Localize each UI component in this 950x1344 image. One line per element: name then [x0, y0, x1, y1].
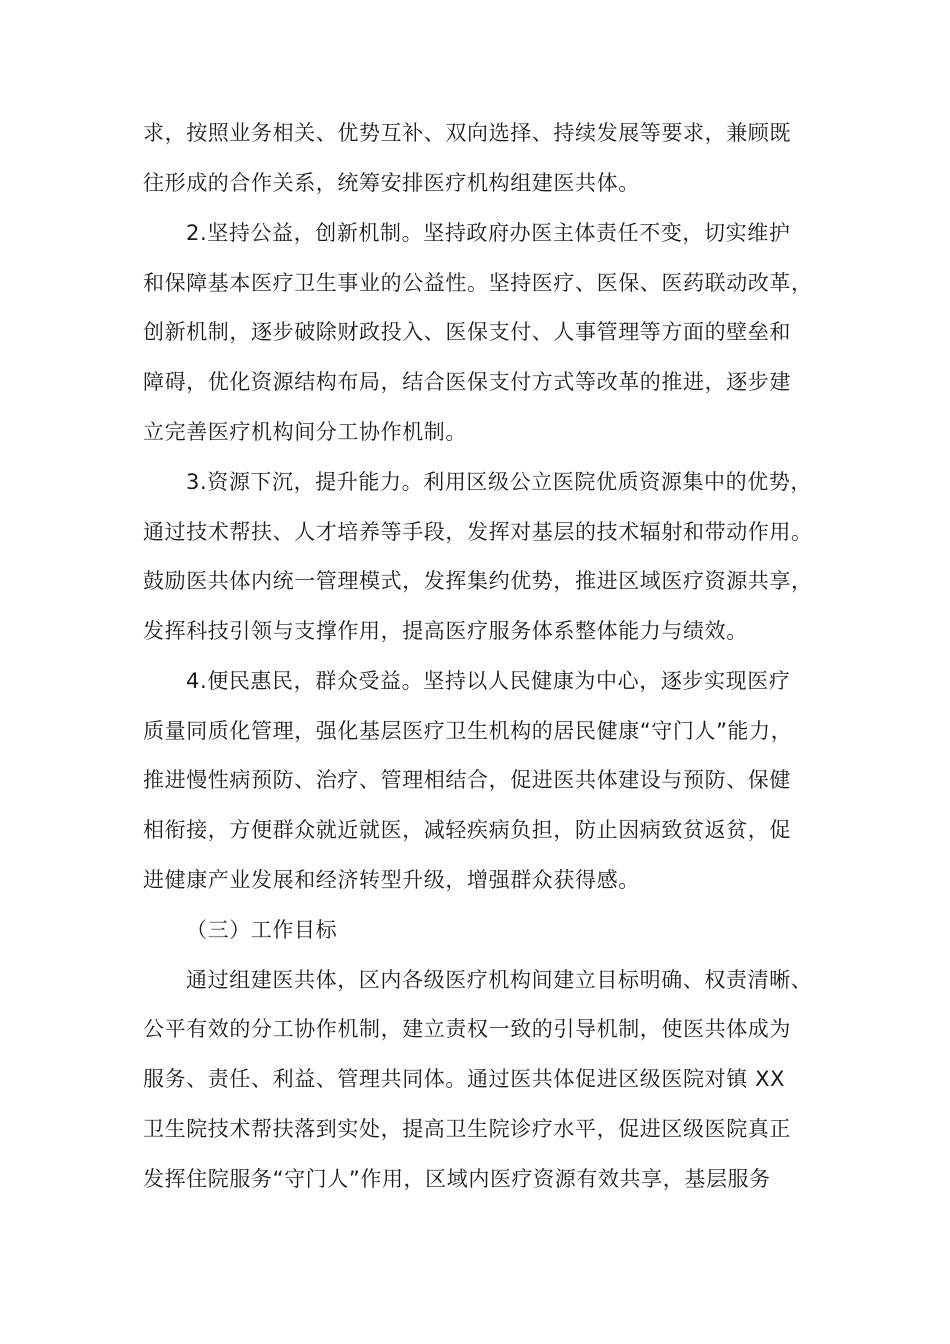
- paragraph-5-line-4: 卫生院技术帮扶落到实处，提高卫生院诊疗水平，促进区级医院真正: [143, 1117, 791, 1141]
- paragraph-5-line-1: 通过组建医共体，区内各级医疗机构间建立目标明确、权责清晰、: [186, 968, 813, 992]
- paragraph-2-line-3: 创新机制，逐步破除财政投入、医保支付、人事管理等方面的壁垒和: [143, 320, 791, 344]
- paragraph-4-line-2: 质量同质化管理，强化基层医疗卫生机构的居民健康“守门人”能力，: [143, 719, 793, 743]
- paragraph-3-line-3: 鼓励医共体内统一管理模式，发挥集约优势，推进区域医疗资源共享，: [143, 569, 813, 593]
- paragraph-5-line-3: 服务、责任、利益、管理共同体。通过医共体促进区级医院对镇 XX: [143, 1067, 786, 1091]
- paragraph-5-line-2: 公平有效的分工协作机制，建立责权一致的引导机制，使医共体成为: [143, 1017, 791, 1041]
- paragraph-2-line-4: 障碍，优化资源结构布局，结合医保支付方式等改革的推进，逐步建: [143, 370, 791, 394]
- paragraph-3-line-1: 3.资源下沉，提升能力。利用区级公立医院优质资源集中的优势，: [186, 470, 813, 494]
- paragraph-5-line-5: 发挥住院服务“守门人”作用，区域内医疗资源有效共享，基层服务: [143, 1167, 771, 1191]
- section-heading: （三）工作目标: [186, 918, 338, 942]
- paragraph-1-line-2: 往形成的合作关系，统筹安排医疗机构组建医共体。: [143, 171, 640, 195]
- paragraph-1-line-1: 求，按照业务相关、优势互补、双向选择、持续发展等要求，兼顾既: [143, 121, 791, 145]
- paragraph-3-line-4: 发挥科技引领与支撑作用，提高医疗服务体系整体能力与绩效。: [143, 619, 748, 643]
- paragraph-4-line-1: 4.便民惠民，群众受益。坚持以人民健康为中心，逐步实现医疗: [186, 669, 791, 693]
- paragraph-2-line-5: 立完善医疗机构间分工协作机制。: [143, 420, 467, 444]
- paragraph-4-line-4: 相衔接，方便群众就近就医，减轻疾病负担，防止因病致贫返贫，促: [143, 818, 791, 842]
- paragraph-2-line-2: 和保障基本医疗卫生事业的公益性。坚持医疗、医保、医药联动改革，: [143, 271, 813, 295]
- paragraph-4-line-3: 推进慢性病预防、治疗、管理相结合，促进医共体建设与预防、保健: [143, 768, 791, 792]
- paragraph-2-line-1: 2.坚持公益，创新机制。坚持政府办医主体责任不变，切实维护: [186, 221, 791, 245]
- paragraph-4-line-5: 进健康产业发展和经济转型升级，增强群众获得感。: [143, 868, 640, 892]
- paragraph-3-line-2: 通过技术帮扶、人才培养等手段，发挥对基层的技术辐射和带动作用。: [143, 520, 813, 544]
